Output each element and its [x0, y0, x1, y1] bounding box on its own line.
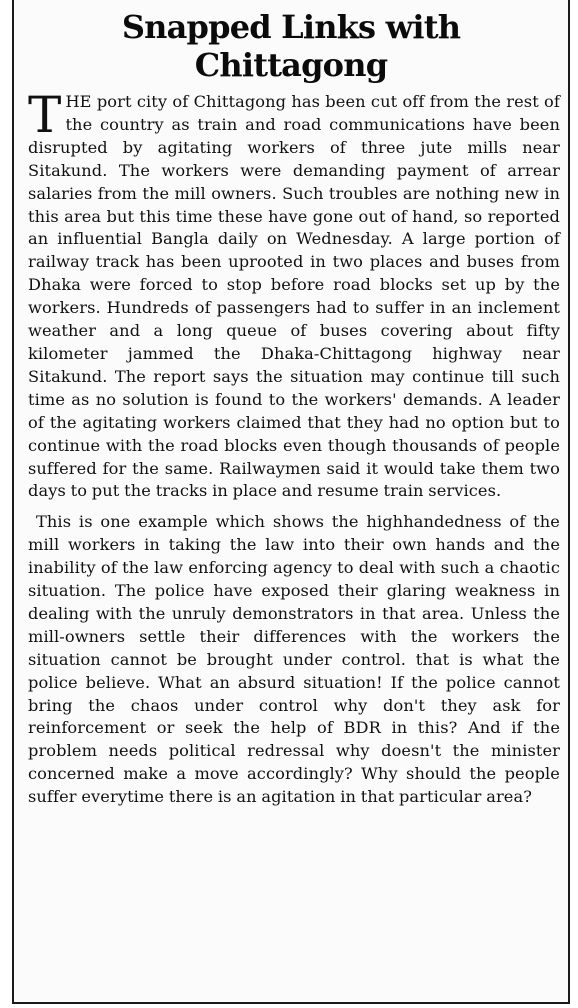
- article-body: [28, 86, 560, 809]
- headline-line-1: Snapped Links with: [121, 8, 461, 46]
- paragraph-2: This is one example which shows the highhandedness of the mill workers in taking the law into their own hands and the inability of the law enforcing agency to deal with such a chaotic situation. The police have exposed their glaring weakness in dealing with the unruly demonstrators in that area. Unless the mill-owners settle their differences with the workers the situation cannot be brought under control. that is what the police believe. What an absurd situation! If the police cannot bring the chaos under control why don't they ask for reinforcement or seek the help of BDR in this? And if the problem needs political redressal why doesn't the minister concerned make a move accordingly? Why should the people suffer everytime there is an agitation in that particular area?: [28, 512, 560, 807]
- headline: [14, 8, 568, 84]
- newspaper-clipping: [12, 0, 570, 1004]
- headline-line-2: Chittagong: [194, 46, 388, 84]
- drop-cap: T: [28, 86, 62, 144]
- paragraph-1-text: HE port city of Chittagong has been cut off from the rest of the country as train and road communications have been disrupted by agitating workers of three jute mills near Sitakund. The workers were demanding payment of arrear salaries from the mill owners. Such troubles are nothing new in this area but this time these have gone out of hand, so reported an influential Bangla daily on Wednesday. A large portion of railway track has been uprooted in two places and buses from Dhaka were forced to stop before road blocks set up by the workers. Hundreds of passengers had to suffer in an inclement weather and a long queue of buses covering about fifty kilometer jammed the Dhaka-Chittagong highway near Sitakund. The report says the situation may continue till such time as no solution is found to the workers' demands. A leader of the agitating workers claimed that they had no option but to continue with the road blocks even though thousands of people suffered for the same. Railwaymen said it would take them two days to put the tracks in place and resume train services.: [28, 92, 560, 501]
- paragraph-1: [28, 86, 560, 503]
